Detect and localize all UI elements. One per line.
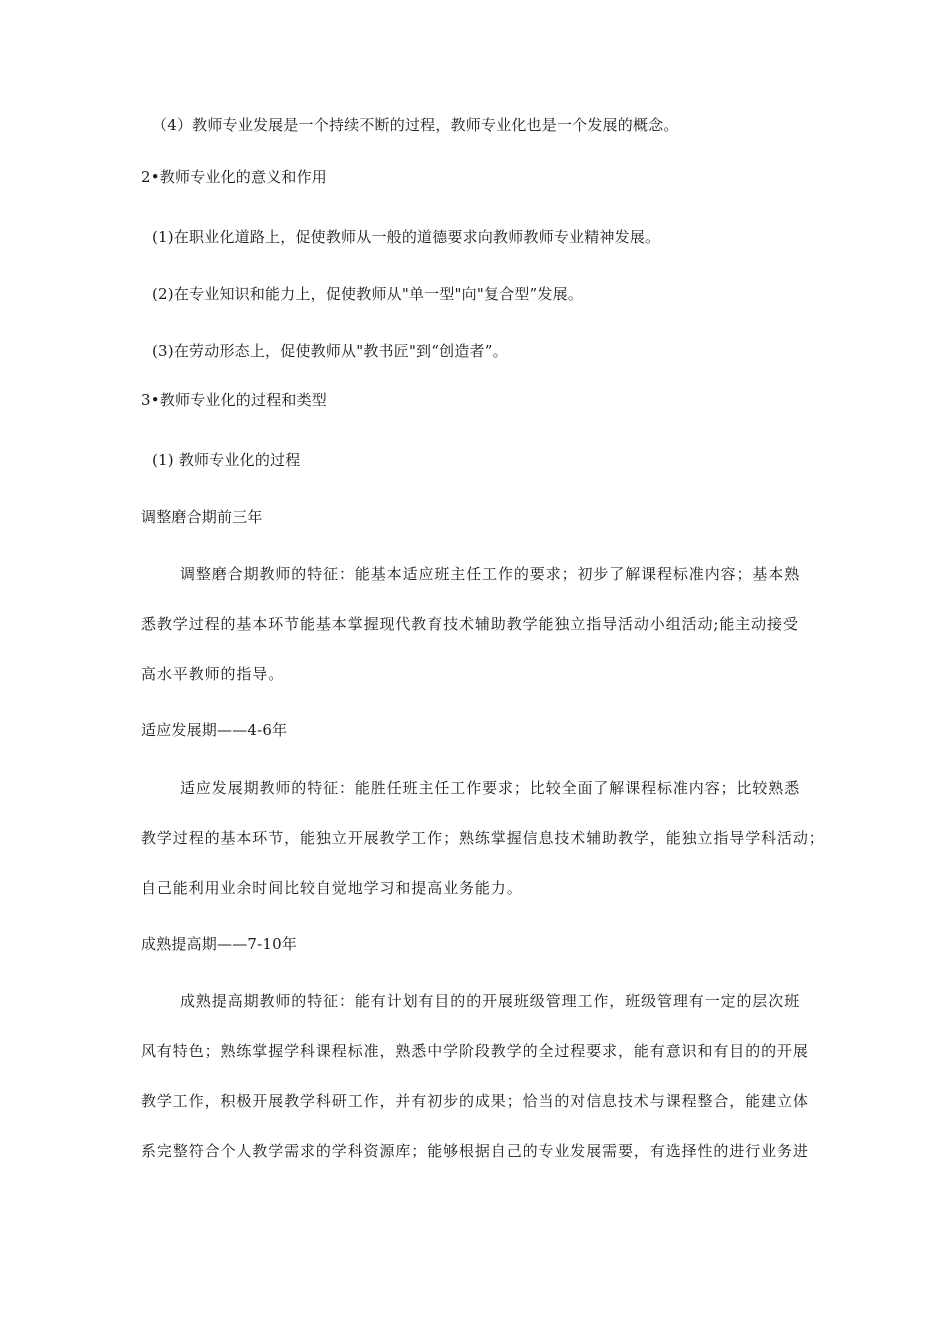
stage-2-paragraph-line: 自己能利用业余时间比较自觉地学习和提高业务能力。	[141, 879, 523, 897]
stage-1-title: 调整磨合期前三年	[141, 508, 263, 526]
significance-item-2: (2)在专业知识和能力上，促使教师从"单一型"向"复合型”发展。	[152, 285, 584, 303]
stage-1-paragraph-line: 高水平教师的指导。	[141, 665, 285, 683]
stage-3-paragraph-line: 成熟提高期教师的特征：能有计划有目的的开展班级管理工作，班级管理有一定的层次班	[180, 992, 801, 1010]
significance-item-1: (1)在职业化道路上，促使教师从一般的道德要求向教师教师专业精神发展。	[152, 228, 661, 246]
stage-3-paragraph-line: 系完整符合个人教学需求的学科资源库；能够根据自己的专业发展需要，有选择性的进行业务进	[141, 1142, 809, 1160]
stage-2-title: 适应发展期——4-6年	[141, 721, 288, 739]
significance-item-3: (3)在劳动形态上，促使教师从"教书匠"到“创造者”。	[152, 342, 508, 360]
stage-1-paragraph-line: 调整磨合期教师的特征：能基本适应班主任工作的要求；初步了解课程标准内容；基本熟	[180, 565, 801, 583]
subheading-process: (1) 教师专业化的过程	[152, 451, 301, 469]
stage-2-paragraph-line: 适应发展期教师的特征：能胜任班主任工作要求；比较全面了解课程标准内容；比较熟悉	[180, 779, 801, 797]
stage-2-paragraph-line: 教学过程的基本环节，能独立开展教学工作；熟练掌握信息技术辅助教学，能独立指导学科活动；	[141, 829, 825, 847]
item-4-text: （4）教师专业发展是一个持续不断的过程，教师专业化也是一个发展的概念。	[152, 116, 679, 134]
stage-3-paragraph-line: 风有特色；熟练掌握学科课程标准，熟悉中学阶段教学的全过程要求，能有意识和有目的的开展	[141, 1042, 809, 1060]
stage-3-title: 成熟提高期——7-10年	[141, 935, 298, 953]
section-heading-3: 3•教师专业化的过程和类型	[141, 391, 327, 409]
stage-3-paragraph-line: 教学工作，积极开展教学科研工作，并有初步的成果；恰当的对信息技术与课程整合，能建立体	[141, 1092, 809, 1110]
section-heading-2: 2•教师专业化的意义和作用	[141, 168, 327, 186]
stage-1-paragraph-line: 悉教学过程的基本环节能基本掌握现代教育技术辅助教学能独立指导活动小组活动;能主动接受	[141, 615, 799, 633]
